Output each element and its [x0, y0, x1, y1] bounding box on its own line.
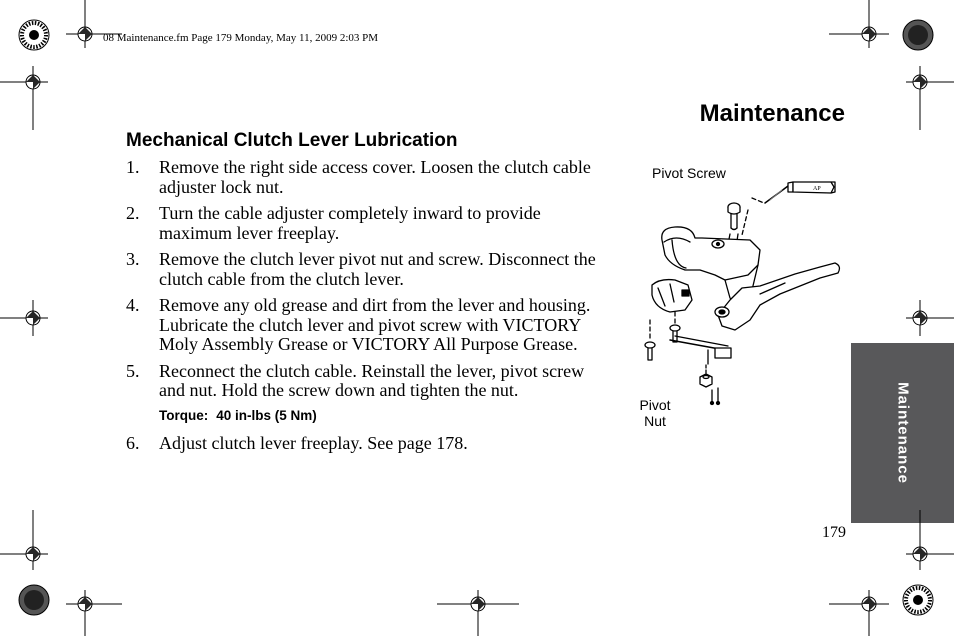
- pivot-nut-label: Pivot Nut: [639, 397, 671, 429]
- torque-value: 40 in-lbs (5 Nm): [216, 407, 317, 423]
- step-text: Adjust clutch lever freeplay. See page 178.: [159, 433, 468, 453]
- step-number: 4.: [126, 295, 140, 315]
- grease-tube-label: AP: [813, 186, 821, 192]
- step-number: 1.: [126, 157, 140, 177]
- section-heading: Mechanical Clutch Lever Lubrication: [126, 130, 458, 151]
- chapter-title: Maintenance: [699, 100, 845, 127]
- step-text: Remove any old grease and dirt from the lever and housing. Lubricate the clutch lever and pivot screw with VICTORY Moly Assembly Grease or VICTORY All Purpose Grease.: [159, 295, 591, 354]
- pivot-screw-label: Pivot Screw: [652, 165, 726, 181]
- step-number: 5.: [126, 360, 140, 381]
- torque-label: Torque:: [159, 407, 209, 423]
- step-text: Remove the right side access cover. Loosen the clutch cable adjuster lock nut.: [159, 157, 591, 197]
- step-text: Remove the clutch lever pivot nut and screw. Disconnect the clutch cable from the clutch lever.: [159, 249, 596, 289]
- step-text: Reconnect the clutch cable. Reinstall the lever, pivot screw and nut. Hold the screw down and tighten the nut.: [159, 360, 585, 400]
- chapter-tab-label: Maintenance: [894, 382, 911, 484]
- step-text: Turn the cable adjuster completely inward to provide maximum lever freeplay.: [159, 203, 541, 243]
- step-number: 6.: [126, 433, 140, 453]
- page-number: 179: [822, 524, 846, 541]
- starburst-icon: [19, 20, 933, 615]
- file-slug: 08 Maintenance.fm Page 179 Monday, May 11, 2009 2:03 PM: [103, 32, 379, 44]
- step-number: 2.: [126, 203, 140, 223]
- step-number: 3.: [126, 249, 140, 269]
